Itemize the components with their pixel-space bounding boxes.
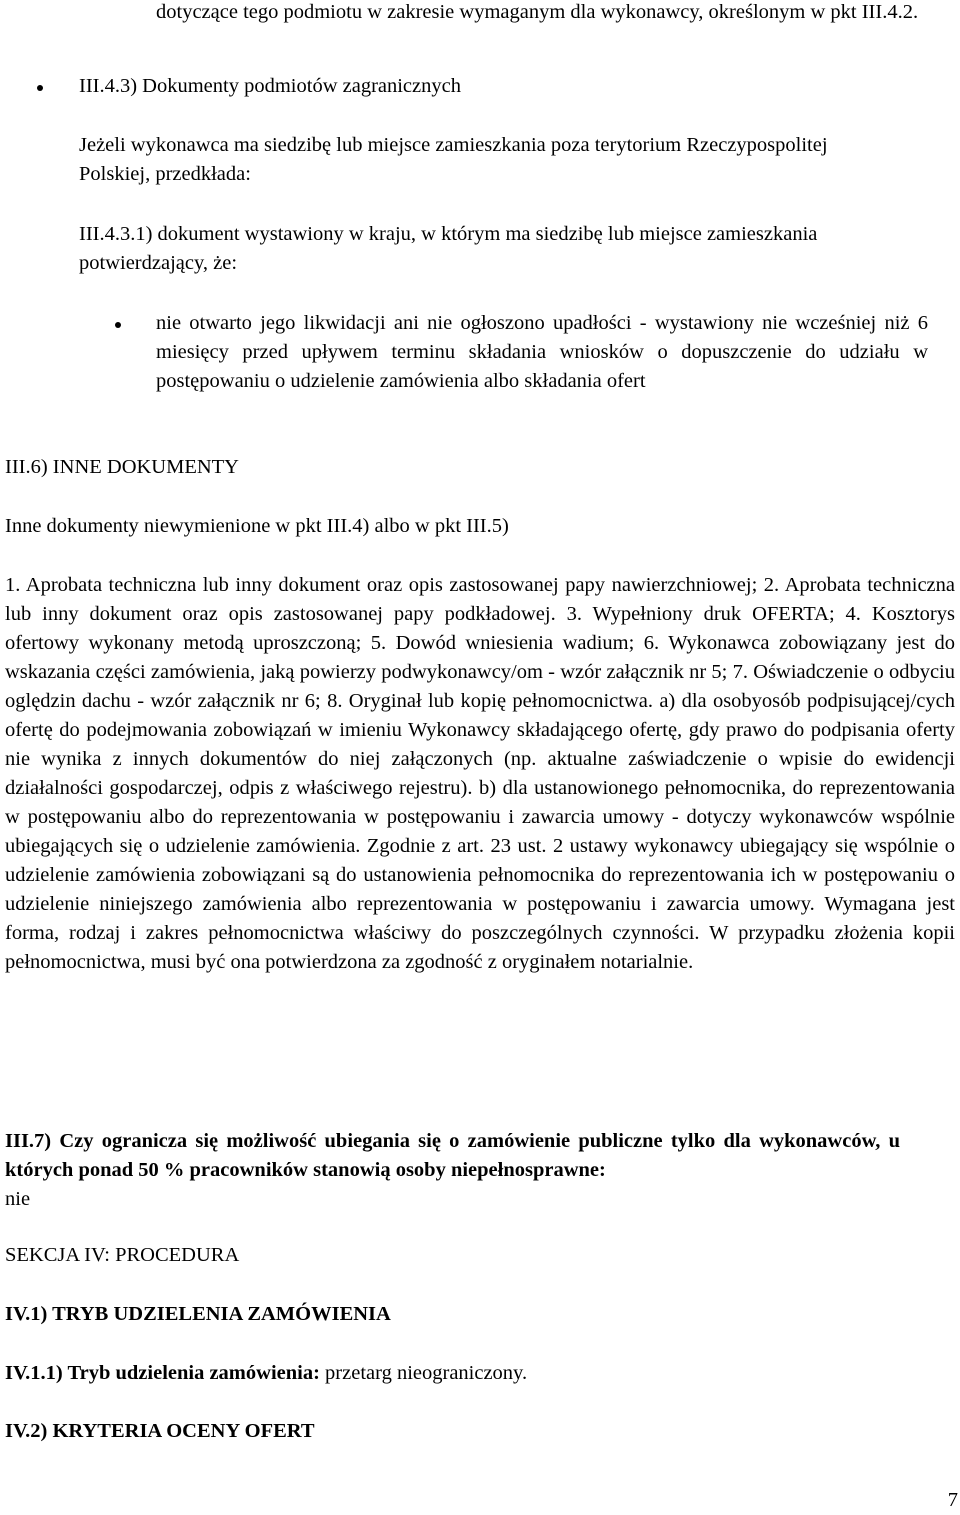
iv-1-1-label: IV.1.1) Tryb udzielenia zamówienia: xyxy=(5,1362,320,1384)
section-heading-iii-4-3: III.4.3) Dokumenty podmiotów zagranicznych xyxy=(79,75,461,97)
section-intro-paragraph: Jeżeli wykonawca ma siedzibę lub miejsce zamieszkania poza terytorium Rzeczypospolitej Polskiej, przedkłada: xyxy=(79,134,828,185)
section-heading-iv-2: IV.2) KRYTERIA OCENY OFERT xyxy=(5,1420,315,1442)
section-body-iii-6: 1. Aprobata techniczna lub inny dokument oraz opis zastosowanej papy nawierzchniowej; 2. Aprobata techniczna lub inny dokument oraz opis zastosowanej papy podkładowej. 3. Wypełniony druk OFERTA; 4. Kosztorys ofertowy wykonany metodą uproszczoną; 5. Dowód wniesienia wadium; 6. Wykonawca zobowiązany jest do wskazania części zamówienia, jaką powierzy podwykonawcy/om - wzór załącznik nr 5; 7. Oświadczenie o odbyciu oględzin dachu - wzór załącznik nr 6; 8. Oryginał lub kopię pełnomocnictwa. a) dla osobyosób podpisującej/cych ofertę do podejmowania zobowiązań w imieniu Wykonawcy składającego ofertę, gdy prawo do podpisania oferty nie wynika z innych dokumentów do niej załączonych (np. aktualne zaświadczenie o wpisie do ewidencji działalności gospodarczej, odpis z właściwego rejestru). b) dla ustanowionego pełnomocnika, do reprezentowania w postępowaniu albo do reprezentowania w postępowaniu i zawarcia umowy - dotyczy wykonawców wspólnie ubiegających się o udzielenie zamówienia. Zgodnie z art. 23 ust. 2 ustawy wykonawcy ubiegający się wspólnie o udzielenie zamówienia zobowiązani są do ustanowienia pełnomocnika do reprezentowania ich w postępowaniu o udzielenie niniejszego zamówienia albo reprezentowania w postępowaniu i zawarcia umowy. Wymagana jest forma, rodzaj i zakres pełnomocnictwa właściwy do poszczególnych czynności. W przypadku złożenia kopii pełnomocnictwa, musi być ona potwierdzona za zgodność z oryginałem notarialnie. xyxy=(5,574,955,973)
section-heading-iv: SEKCJA IV: PROCEDURA xyxy=(5,1244,240,1266)
section-heading-iii-6: III.6) INNE DOKUMENTY xyxy=(5,456,239,478)
section-item-iv-1-1 xyxy=(5,1359,905,1388)
section-subheading-iii-6: Inne dokumenty niewymienione w pkt III.4) albo w pkt III.5) xyxy=(5,515,509,537)
section-heading-iv-1: IV.1) TRYB UDZIELENIA ZAMÓWIENIA xyxy=(5,1303,391,1325)
page-number: 7 xyxy=(947,1489,958,1511)
sub-bullet-paragraph: nie otwarto jego likwidacji ani nie ogłoszono upadłości - wystawiony nie wcześniej niż 6 miesięcy przed upływem terminu składania wniosków o dopuszczenie do udziału w postępowaniu o udzielenie zamówienia albo składania ofert xyxy=(156,312,928,392)
section-answer-iii-7: nie xyxy=(5,1188,31,1210)
continuation-paragraph: dotyczące tego podmiotu w zakresie wymaganym dla wykonawcy, określonym w pkt III.4.2. xyxy=(156,1,919,23)
bullet-icon xyxy=(37,85,43,91)
section-question-iii-7: III.7) Czy ogranicza się możliwość ubiegania się o zamówienie publiczne tylko dla wykonawców, u których ponad 50 % pracowników stanowią osoby niepełnosprawne: xyxy=(5,1130,900,1181)
bullet-icon xyxy=(115,322,121,328)
iv-1-1-value: przetarg nieograniczony. xyxy=(325,1362,528,1384)
section-item-iii-4-3-1: III.4.3.1) dokument wystawiony w kraju, w którym ma siedzibę lub miejsce zamieszkania potwierdzający, że: xyxy=(79,223,818,274)
